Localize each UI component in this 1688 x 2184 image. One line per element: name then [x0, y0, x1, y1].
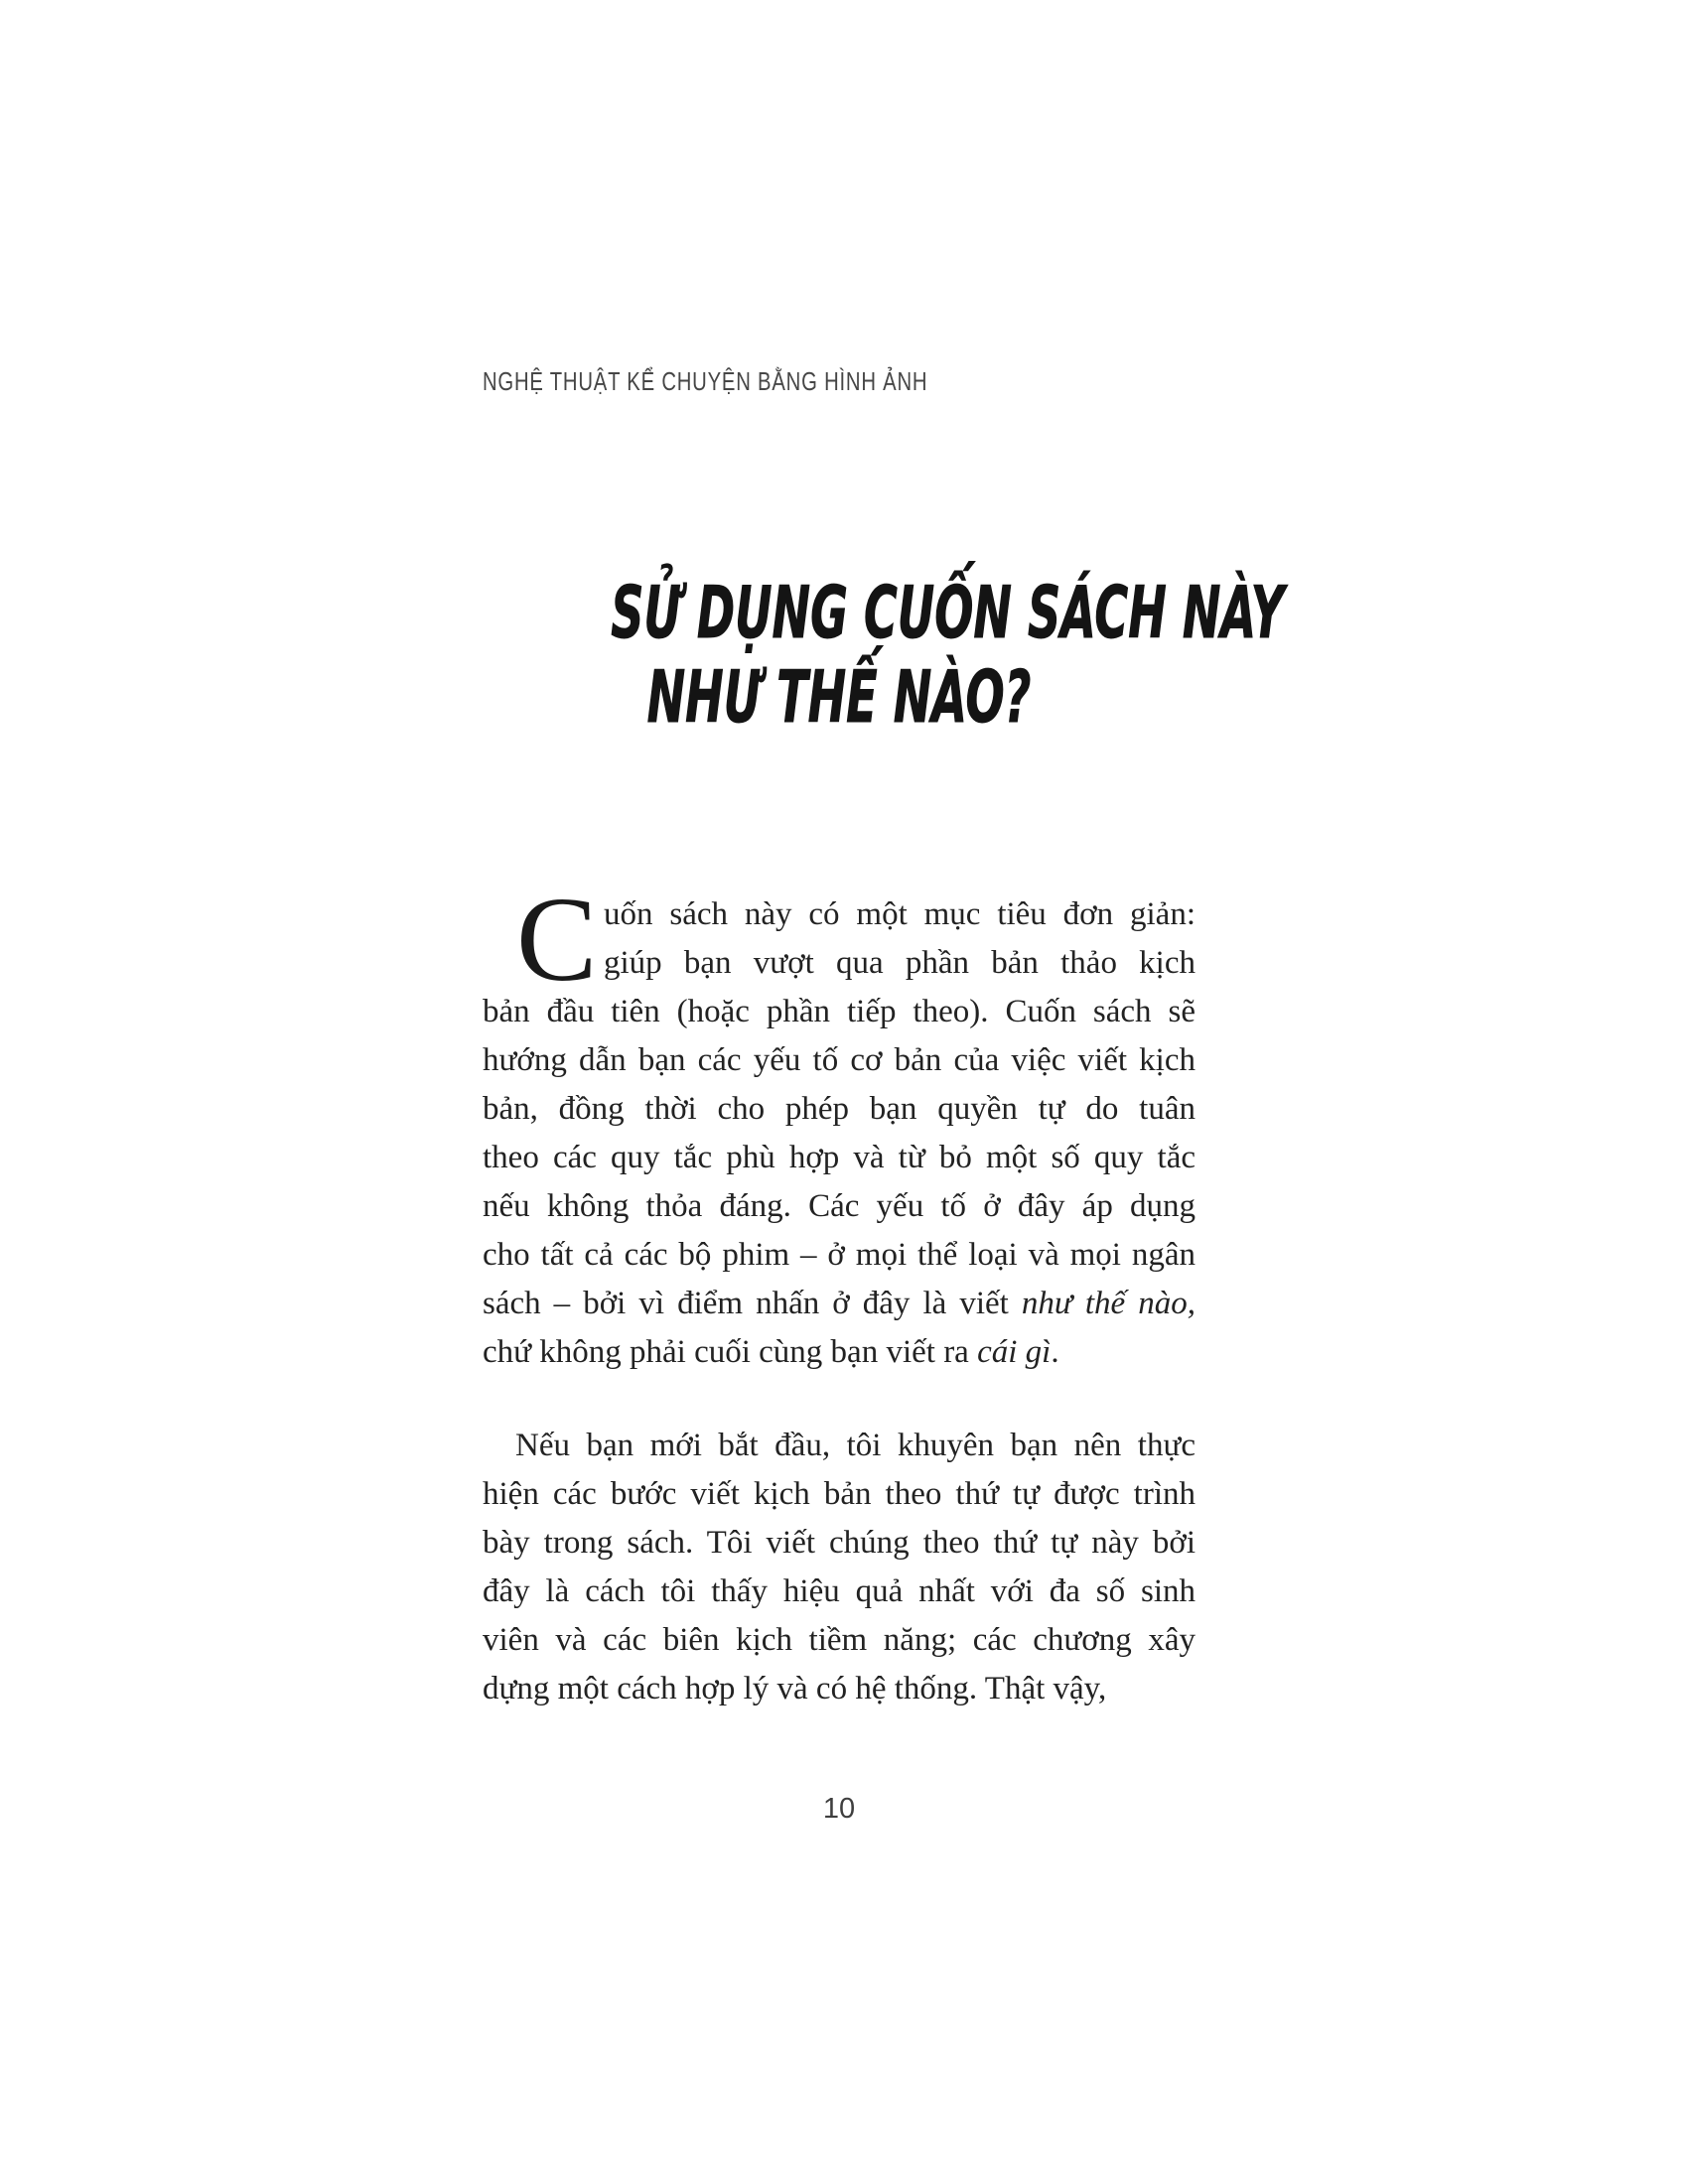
- text-line: nếu không thỏa đáng. Các yếu tố ở đây áp dụng: [483, 1188, 1196, 1224]
- text-line: bản đầu tiên (hoặc phần tiếp theo). Cuốn sách sẽ: [483, 994, 1196, 1029]
- page-number: 10: [822, 1793, 856, 1825]
- chapter-title: [483, 571, 1285, 740]
- text-line: Nếu bạn mới bắt đầu, tôi khuyên bạn nên thực: [515, 1428, 1196, 1463]
- text-line: giúp bạn vượt qua phần bản thảo kịch: [604, 945, 1196, 981]
- text-line: dựng một cách hợp lý và có hệ thống. Thật vậy,: [483, 1671, 1107, 1706]
- text-line: sách – bởi vì điểm nhấn ở đây là viết như thế nào,: [483, 1286, 1196, 1321]
- text-line: chứ không phải cuối cùng bạn viết ra cái gì.: [483, 1334, 1059, 1370]
- body-text: [483, 890, 1196, 1713]
- text-line: uốn sách này có một mục tiêu đơn giản:: [604, 896, 1196, 932]
- drop-cap: C: [516, 873, 598, 1007]
- text-line: viên và các biên kịch tiềm năng; các chương xây: [483, 1622, 1196, 1658]
- text-line: theo các quy tắc phù hợp và từ bỏ một số quy tắc: [483, 1140, 1196, 1175]
- paragraph: [483, 890, 1196, 1377]
- paragraph: [483, 1422, 1196, 1713]
- text-line: bày trong sách. Tôi viết chúng theo thứ tự này bởi: [483, 1525, 1196, 1561]
- running-head: NGHỆ THUẬT KỂ CHUYỆN BẰNG HÌNH ẢNH: [483, 366, 928, 396]
- text-line: cho tất cả các bộ phim – ở mọi thể loại và mọi ngân: [483, 1237, 1196, 1273]
- text-line: hiện các bước viết kịch bản theo thứ tự được trình: [483, 1476, 1196, 1512]
- text-line: đây là cách tôi thấy hiệu quả nhất với đa số sinh: [483, 1573, 1196, 1609]
- text-line: hướng dẫn bạn các yếu tố cơ bản của việc viết kịch: [483, 1042, 1196, 1078]
- text-line: bản, đồng thời cho phép bạn quyền tự do tuân: [483, 1091, 1196, 1127]
- chapter-title-line-1: SỬ DỤNG CUỐN SÁCH NÀY: [611, 571, 1285, 654]
- chapter-title-line-2: NHƯ THẾ NÀO?: [646, 655, 1032, 739]
